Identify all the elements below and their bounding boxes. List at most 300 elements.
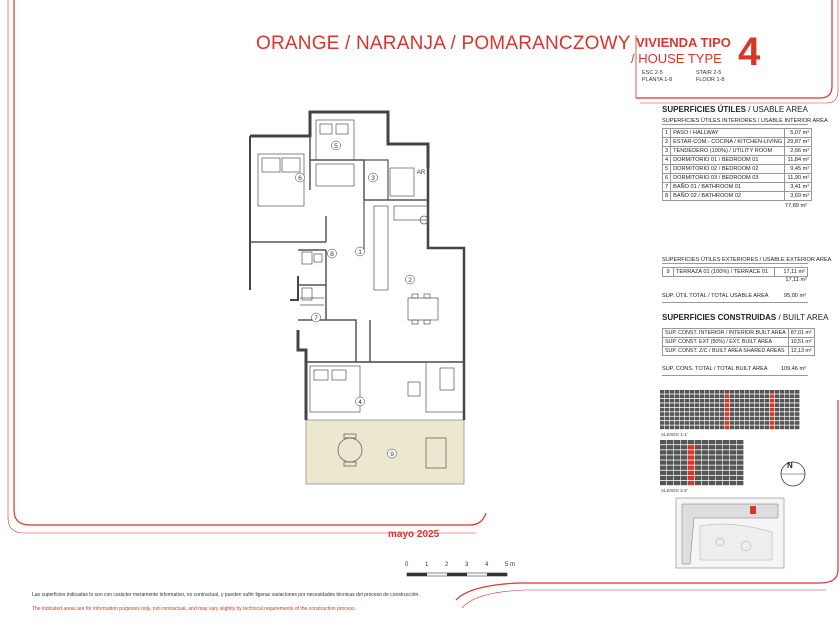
elevation-window	[710, 426, 714, 430]
elevation-window	[695, 471, 701, 475]
elevation-window	[740, 403, 744, 407]
elevation-window	[745, 390, 749, 394]
usable-area-title: SUPERFICIES ÚTILES / USABLE AREA	[662, 105, 808, 114]
elevation-window	[700, 394, 704, 398]
elevation-window	[690, 412, 694, 416]
elevation-window	[716, 450, 722, 454]
elevation-window	[716, 440, 722, 444]
elevation-window	[660, 440, 666, 444]
cell-name: TERRAZA 01 (100%) / TERRACE 01	[674, 268, 775, 277]
elevation-window	[675, 417, 679, 421]
elevation-window	[680, 408, 684, 412]
elevation-window	[695, 412, 699, 416]
elevation-window	[765, 417, 769, 421]
elevation-window	[695, 408, 699, 412]
elevation-window	[670, 390, 674, 394]
elevation-window	[702, 466, 708, 470]
elevation-window	[745, 417, 749, 421]
elevation-window	[725, 394, 729, 398]
elevation-window	[674, 440, 680, 444]
cell-n: 6	[663, 174, 671, 183]
elevation-window	[705, 403, 709, 407]
elevation-window	[674, 476, 680, 480]
elevation-window	[667, 471, 673, 475]
table-row	[663, 183, 812, 192]
elevation-window	[737, 455, 743, 459]
cell-v: 3,41 m²	[785, 183, 812, 192]
elevation-window	[775, 399, 779, 403]
elevation-window	[702, 476, 708, 480]
elevation-window	[745, 408, 749, 412]
page-title: ORANGE / NARANJA / POMARANCZOWY	[256, 33, 631, 54]
elevation-window	[695, 445, 701, 449]
elevation-window	[675, 399, 679, 403]
elevation-window	[710, 408, 714, 412]
elevation-window	[674, 450, 680, 454]
elevation-window	[685, 403, 689, 407]
cell-v: 11,90 m²	[785, 174, 812, 183]
elevation-window	[730, 426, 734, 430]
elevation-window	[660, 466, 666, 470]
room-number-label: 3	[371, 175, 375, 182]
cell-v: 5,07 m²	[785, 129, 812, 138]
elevation-window	[750, 399, 754, 403]
document-date: mayo 2025	[388, 529, 440, 540]
elevation-window	[674, 460, 680, 464]
elevation-window	[716, 471, 722, 475]
elevation-window	[750, 421, 754, 425]
elevation-window	[755, 399, 759, 403]
elevation-window	[674, 445, 680, 449]
cell-v: 9,45 m²	[785, 165, 812, 174]
scale-bar	[405, 570, 515, 582]
elevation-window	[702, 450, 708, 454]
elevation-window	[709, 455, 715, 459]
elevation-window	[660, 481, 666, 485]
elevation-window	[785, 394, 789, 398]
elevation-window	[716, 466, 722, 470]
table-row	[663, 129, 812, 138]
cell-n: 2	[663, 138, 671, 147]
elevation-window	[765, 399, 769, 403]
elevation-window	[750, 394, 754, 398]
elevation-window	[660, 471, 666, 475]
elevation-window	[695, 417, 699, 421]
elevation-window	[775, 412, 779, 416]
site-plan	[676, 498, 784, 568]
elevation-window	[740, 394, 744, 398]
elevation-window	[660, 445, 666, 449]
elevation-window	[700, 421, 704, 425]
elevation-window	[723, 440, 729, 444]
elevation-window	[770, 390, 774, 394]
elevation-window	[790, 390, 794, 394]
elevation-window	[690, 394, 694, 398]
elevation-window	[700, 390, 704, 394]
elevation-window	[667, 460, 673, 464]
elevation-window	[715, 426, 719, 430]
elevation-window	[755, 412, 759, 416]
elevation-window	[710, 403, 714, 407]
elevation-window	[716, 445, 722, 449]
room-number-label: 5	[334, 143, 338, 150]
elevation-window	[675, 412, 679, 416]
cell-n: 5	[663, 165, 671, 174]
elevation-window	[695, 481, 701, 485]
elevation-window	[770, 426, 774, 430]
elevation-window	[688, 481, 694, 485]
elevation-window	[660, 394, 664, 398]
elevation-window	[705, 394, 709, 398]
interior-header: SUPERFICIES ÚTILES INTERIORES / USABLE INTERIOR AREA	[662, 118, 828, 124]
elevation-window	[709, 450, 715, 454]
elevation-window	[720, 408, 724, 412]
cell-n: 7	[663, 183, 671, 192]
elevation-window	[695, 440, 701, 444]
elevation-window	[674, 466, 680, 470]
cell-name: SUP. CONST. INTERIOR / INTERIOR BUILT AREA	[663, 329, 789, 338]
table-row	[663, 165, 812, 174]
elevation-window	[681, 481, 687, 485]
elevation-window	[695, 455, 701, 459]
elevation-window	[735, 403, 739, 407]
elevation-window	[730, 394, 734, 398]
elevation-window	[760, 412, 764, 416]
staircase-info-en: STAIR 2-5 FLOOR 1-8	[696, 70, 725, 83]
elevation-window	[750, 412, 754, 416]
elevation-window	[795, 394, 799, 398]
elevation-window	[690, 408, 694, 412]
elevation-window	[780, 403, 784, 407]
elevation-window	[765, 412, 769, 416]
elevation-window	[705, 426, 709, 430]
elevation-window	[790, 403, 794, 407]
elevation-window	[740, 390, 744, 394]
exterior-table	[662, 267, 808, 277]
elevation-window	[667, 440, 673, 444]
elevation-window	[775, 421, 779, 425]
elevation-window	[795, 408, 799, 412]
elevation-window	[690, 390, 694, 394]
elevation-window	[735, 408, 739, 412]
elevation-window	[785, 399, 789, 403]
elevation-window	[690, 417, 694, 421]
elevation-window	[770, 408, 774, 412]
scale-tick-label: 4	[485, 562, 489, 568]
built-area-title: SUPERFICIES CONSTRUIDAS / BUILT AREA	[662, 313, 829, 322]
elevation-window	[688, 476, 694, 480]
elevation-window	[688, 466, 694, 470]
cell-name: DORMITORIO 02 / BEDROOM 02	[671, 165, 785, 174]
elevation-window	[695, 403, 699, 407]
elevation-window	[688, 445, 694, 449]
elevation-window	[725, 408, 729, 412]
elevation-window	[709, 440, 715, 444]
elevation-window	[685, 390, 689, 394]
usable-total-row: SUP. ÚTIL TOTAL / TOTAL USABLE AREA 95,00 m²	[662, 293, 808, 303]
exterior-header: SUPERFICIES ÚTILES EXTERIORES / USABLE EXTERIOR AREA	[662, 257, 832, 263]
elevation-window	[665, 394, 669, 398]
cell-v: 12,13 m²	[788, 347, 814, 356]
elevation-window	[695, 450, 701, 454]
disclaimer-en: The indicated areas are for information purposes only, not contractual, and may vary slightly by technical requirements of the construction process.	[32, 606, 356, 612]
elevation-window	[709, 476, 715, 480]
elevation-window	[685, 421, 689, 425]
elevation-window	[695, 466, 701, 470]
elevation-window	[755, 421, 759, 425]
table-row	[663, 268, 808, 277]
elevation-window	[795, 403, 799, 407]
elevation-window	[775, 417, 779, 421]
elevation-window	[660, 417, 664, 421]
elevation-window	[715, 421, 719, 425]
staircase-info-es: ESC 2-5 PLANTA 1-8	[642, 70, 673, 83]
elevation-window	[670, 408, 674, 412]
elevation-window	[695, 421, 699, 425]
elevation-window	[710, 399, 714, 403]
elevation-window	[685, 412, 689, 416]
elevation-window	[725, 399, 729, 403]
elevation-window	[723, 481, 729, 485]
elevation-window	[715, 399, 719, 403]
elevation-window	[667, 481, 673, 485]
elevation-window	[745, 403, 749, 407]
elevation-window	[660, 455, 666, 459]
elevation-window	[695, 476, 701, 480]
elevation-window	[730, 481, 736, 485]
elevation-window	[688, 460, 694, 464]
north-label: N	[787, 461, 793, 470]
elevation-window	[735, 421, 739, 425]
elevation-window	[670, 426, 674, 430]
elevation-window	[715, 394, 719, 398]
cell-n: 3	[663, 147, 671, 156]
elevation-window	[670, 394, 674, 398]
elevation-window	[675, 408, 679, 412]
elevation-window	[681, 440, 687, 444]
elevation-window	[660, 460, 666, 464]
elevation-window	[680, 394, 684, 398]
elevation-window	[745, 426, 749, 430]
cell-v: 29,87 m²	[785, 138, 812, 147]
elevation-window	[760, 426, 764, 430]
elevation-window	[745, 394, 749, 398]
room-number-label: AR	[416, 170, 426, 176]
elevation-window	[760, 421, 764, 425]
elevation-window	[780, 412, 784, 416]
elevation-window	[775, 394, 779, 398]
table-row	[663, 347, 815, 356]
elevation-window	[750, 408, 754, 412]
elevation-window	[681, 445, 687, 449]
elevation-window	[737, 450, 743, 454]
elevation-window	[775, 390, 779, 394]
elevation-window	[720, 394, 724, 398]
elevation-window	[702, 481, 708, 485]
elevation-window	[695, 460, 701, 464]
elevation-window	[780, 390, 784, 394]
cell-name: SUP. CONST. EXT (50%) / EXT. BUILT AREA	[663, 338, 789, 347]
elevation-window	[755, 417, 759, 421]
elevation-window	[765, 394, 769, 398]
elevation-1-label: ALZADO 1-1'	[661, 432, 688, 437]
elevation-window	[730, 408, 734, 412]
elevation-window	[665, 421, 669, 425]
elevation-window	[709, 445, 715, 449]
elevation-window	[715, 403, 719, 407]
elevation-window	[790, 426, 794, 430]
elevation-window	[680, 399, 684, 403]
elevation-window	[675, 426, 679, 430]
elevation-window	[702, 471, 708, 475]
elevation-window	[665, 408, 669, 412]
elevation-window	[667, 455, 673, 459]
elevation-window	[665, 403, 669, 407]
elevation-window	[750, 403, 754, 407]
elevation-window	[785, 390, 789, 394]
elevation-window	[765, 390, 769, 394]
elevation-window	[680, 390, 684, 394]
elevation-window	[795, 412, 799, 416]
elevation-window	[785, 421, 789, 425]
elevation-window	[755, 408, 759, 412]
elevation-window	[737, 445, 743, 449]
elevation-window	[750, 390, 754, 394]
elevation-window	[670, 412, 674, 416]
elevation-window	[795, 421, 799, 425]
elevation-window	[730, 403, 734, 407]
elevation-window	[723, 445, 729, 449]
elevation-window	[780, 421, 784, 425]
cell-name: PASO / HALLWAY	[671, 129, 785, 138]
elevation-window	[770, 403, 774, 407]
elevation-window	[685, 408, 689, 412]
table-row	[663, 147, 812, 156]
elevation-window	[667, 476, 673, 480]
elevation-window	[710, 417, 714, 421]
elevation-window	[770, 421, 774, 425]
elevation-window	[760, 399, 764, 403]
elevation-window	[705, 408, 709, 412]
elevation-window	[709, 466, 715, 470]
house-type-label: VIVIENDA TIPO	[636, 35, 731, 50]
elevation-window	[737, 440, 743, 444]
room-number-label: 9	[390, 451, 394, 458]
scale-tick-label: 5 m	[505, 562, 516, 568]
elevation-window	[665, 390, 669, 394]
scale-tick-label: 2	[445, 562, 449, 568]
table-row	[663, 156, 812, 165]
table-row	[663, 138, 812, 147]
elevation-window	[720, 426, 724, 430]
elevation-window	[681, 476, 687, 480]
elevation-window	[725, 403, 729, 407]
house-type-number: 4	[738, 30, 761, 74]
elevation-window	[702, 455, 708, 459]
elevation-window	[670, 417, 674, 421]
room-number-label: 8	[330, 251, 334, 258]
table-row	[663, 192, 812, 201]
elevation-window	[660, 421, 664, 425]
elevation-window	[785, 417, 789, 421]
elevation-window	[760, 408, 764, 412]
elevation-window	[775, 403, 779, 407]
elevation-window	[730, 455, 736, 459]
elevation-window	[780, 426, 784, 430]
elevation-window	[770, 399, 774, 403]
elevation-window	[795, 390, 799, 394]
elevation-window	[716, 476, 722, 480]
terrace-area	[306, 420, 464, 484]
elevation-window	[785, 408, 789, 412]
elevation-window	[702, 440, 708, 444]
elevation-window	[681, 460, 687, 464]
elevation-window	[675, 421, 679, 425]
elevation-window	[720, 417, 724, 421]
elevation-window	[716, 460, 722, 464]
elevation-window	[700, 417, 704, 421]
elevation-window	[730, 417, 734, 421]
elevation-window	[660, 412, 664, 416]
elevation-window	[660, 399, 664, 403]
elevation-window	[775, 408, 779, 412]
elevation-window	[720, 390, 724, 394]
elevation-window	[667, 450, 673, 454]
elevation-window	[730, 471, 736, 475]
elevation-window	[725, 390, 729, 394]
table-row	[663, 174, 812, 183]
elevation-window	[780, 417, 784, 421]
elevation-window	[735, 426, 739, 430]
elevation-window	[688, 450, 694, 454]
elevation-window	[770, 417, 774, 421]
elevation-window	[790, 412, 794, 416]
elevation-window	[730, 399, 734, 403]
elevation-window	[780, 408, 784, 412]
elevation-window	[720, 421, 724, 425]
elevation-window	[688, 440, 694, 444]
elevation-window	[660, 390, 664, 394]
cell-n: 1	[663, 129, 671, 138]
elevation-window	[710, 412, 714, 416]
elevation-window	[700, 408, 704, 412]
elevation-2-label: ALZADO 2-2'	[661, 488, 688, 493]
north-arrow-icon	[778, 459, 808, 489]
room-number-label: 6	[298, 175, 302, 182]
elevation-window	[765, 408, 769, 412]
elevation-window	[725, 412, 729, 416]
elevation-window	[775, 426, 779, 430]
elevation-window	[723, 455, 729, 459]
built-total-row: SUP. CONS. TOTAL / TOTAL BUILT AREA 109,46 m²	[662, 366, 808, 376]
elevation-window	[730, 466, 736, 470]
elevation-window	[785, 412, 789, 416]
elevation-window	[755, 390, 759, 394]
elevation-window	[695, 399, 699, 403]
elevation-window	[700, 399, 704, 403]
cell-name: BAÑO 02 / BATHROOM 02	[671, 192, 785, 201]
elevation-window	[755, 403, 759, 407]
elevation-window	[795, 426, 799, 430]
elevation-window	[715, 390, 719, 394]
elevation-window	[765, 426, 769, 430]
elevation-window	[730, 440, 736, 444]
elevation-window	[790, 394, 794, 398]
elevation-window	[685, 399, 689, 403]
elevation-window	[770, 412, 774, 416]
cell-v: 11,84 m²	[785, 156, 812, 165]
elevation-window	[705, 412, 709, 416]
